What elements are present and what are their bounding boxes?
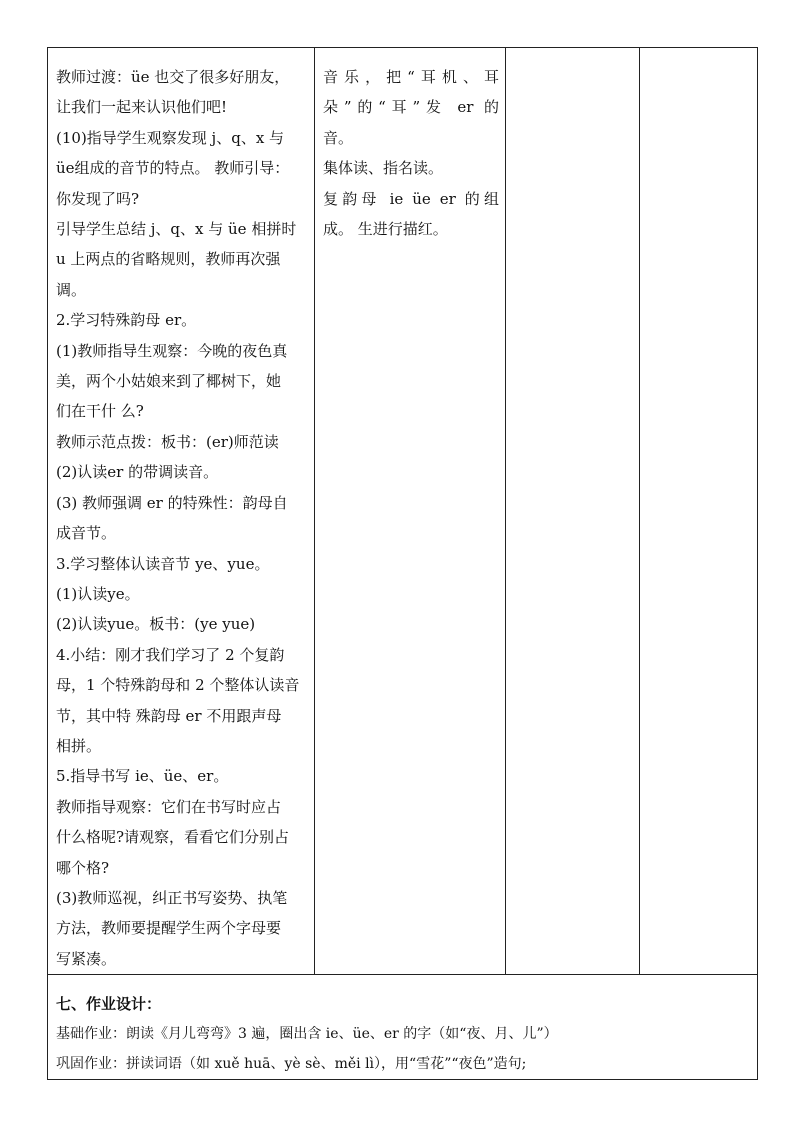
col1-line: 4.小结：刚才我们学习了 2 个复韵 [56, 645, 285, 664]
col1-line: (3) 教师强调 er 的特殊性：韵母自 [56, 493, 288, 512]
empty-cell-4 [640, 48, 758, 975]
homework-consolidate: 巩固作业：拼读词语（如 xuě huā、yè sè、měi lì），用“雪花”“夜色”造句; [56, 1056, 527, 1073]
col2-line: 朵”的“耳”发 er 的 [323, 98, 499, 117]
homework-row [48, 975, 758, 1080]
col1-line: 教师示范点拨：板书：(er)师范读 [56, 432, 279, 451]
col1-line: 教师过渡：üe 也交了很多好朋友， [56, 68, 290, 86]
col1-line: 方法，教师要提醒学生两个字母要 [56, 919, 282, 938]
col1-line: 美，两个小姑娘来到了椰树下，她 [56, 372, 282, 391]
student-activity-cell [315, 48, 506, 975]
homework-title: 七、作业设计： [56, 995, 162, 1014]
col2-line: 音乐，把“耳机、耳 [323, 68, 499, 86]
col1-line: 让我们一起来认识他们吧! [56, 98, 228, 117]
student-activity-text [315, 48, 505, 244]
teaching-process-row [48, 48, 758, 975]
col1-line: 节，其中特 殊韵母 er 不用跟声母 [56, 706, 282, 725]
col2-line: 成。 生进行描红。 [323, 220, 448, 239]
col1-line: (1)教师指导生观察：今晚的夜色真 [56, 341, 288, 360]
homework-basic: 基础作业：朗读《月儿弯弯》3 遍，圈出含 ie、üe、er 的字（如“夜、月、儿”） [56, 1026, 558, 1043]
col1-line: 写紧凑。 [56, 949, 117, 968]
col1-line: u 上两点的省略规则，教师再次强 [56, 250, 281, 269]
col1-line: 调。 [56, 280, 87, 299]
col1-line: 相拼。 [56, 736, 102, 755]
teacher-activity-text [48, 48, 314, 974]
col1-line: (10)指导学生观察发现 j、q、x 与 [56, 128, 285, 147]
col1-line: (1)认读ye。 [56, 584, 140, 603]
col1-line: (2)认读yue。板书：(ye yue) [56, 615, 256, 634]
col1-line: 3.学习整体认读音节 ye、yue。 [56, 554, 270, 573]
col1-line: 引导学生总结 j、q、x 与 üe 相拼时 [56, 220, 297, 239]
col1-line: 成音节。 [56, 524, 117, 543]
empty-cell-3 [506, 48, 640, 975]
col2-line: 音。 [323, 128, 354, 147]
col1-line: 们在干什 么? [56, 402, 144, 421]
col1-line: 哪个格? [56, 858, 110, 877]
homework-cell [48, 975, 758, 1080]
col1-line: 你发现了吗? [56, 189, 140, 208]
lesson-plan-table [47, 47, 758, 1080]
col1-line: 2.学习特殊韵母 er。 [56, 311, 197, 330]
col1-line: 母，1 个特殊韵母和 2 个整体认读音 [56, 676, 300, 695]
col1-line: 5.指导书写 ie、üe、er。 [56, 767, 229, 786]
col2-line: 复韵母 ie üe er 的组 [323, 189, 499, 208]
col1-line: 什么格呢?请观察，看看它们分别占 [56, 828, 290, 847]
col2-line: 集体读、指名读。 [323, 159, 444, 178]
col1-line: (3)教师巡视，纠正书写姿势、执笔 [56, 888, 288, 907]
col1-line: üe组成的音节的特点。 教师引导： [56, 159, 290, 178]
col1-line: (2)认读er 的带调读音。 [56, 463, 219, 482]
col1-line: 教师指导观察：它们在书写时应占 [56, 797, 282, 816]
teacher-activity-cell [48, 48, 315, 975]
